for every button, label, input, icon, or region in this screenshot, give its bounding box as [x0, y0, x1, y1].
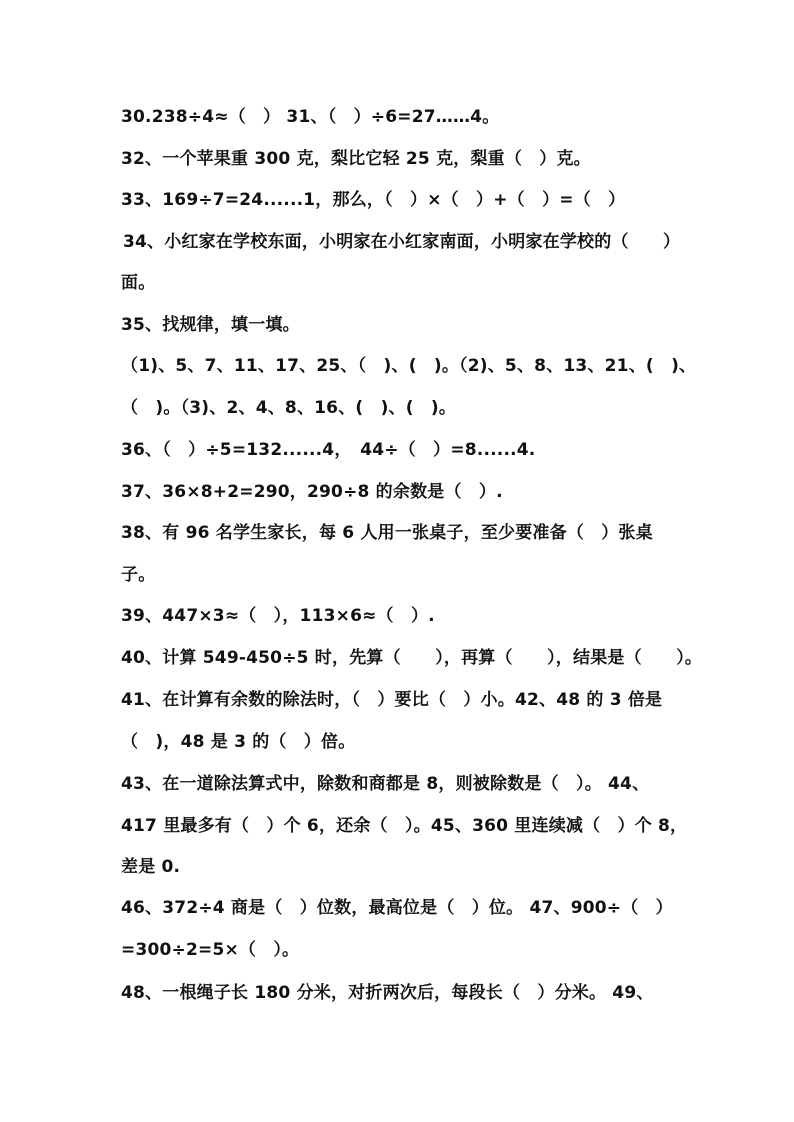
question-42-cont: （ )，48 是 3 的（ ）倍。 — [121, 732, 356, 752]
question-46-47: 46、372÷4 商是（ ）位数，最高位是（ ）位。 47、900÷（ ） — [121, 898, 673, 918]
question-36: 36、（ ）÷5=132......4， 44÷（ ）=8......4. — [121, 440, 536, 460]
question-38-cont: 子。 — [121, 565, 156, 585]
question-35: 35、找规律，填一填。 — [121, 315, 300, 335]
question-47-cont: =300÷2=5×（ ）。 — [121, 940, 300, 960]
question-37: 37、36×8+2=290，290÷8 的余数是（ ）. — [121, 482, 503, 502]
question-48-49: 48、一根绳子长 180 分米，对折两次后，每段长（ ）分米。 49、 — [121, 983, 654, 1003]
question-35-part2: （ )。（3)、2、4、8、16、( )、( )。 — [121, 398, 457, 418]
question-38: 38、有 96 名学生家长，每 6 人用一张桌子，至少要准备（ ）张桌 — [121, 523, 653, 543]
question-45-cont: 差是 0. — [121, 857, 181, 877]
question-44-45: 417 里最多有（ ）个 6，还余（ ）。45、360 里连续减（ ）个 8， — [121, 816, 688, 836]
question-43-44: 43、在一道除法算式中，除数和商都是 8，则被除数是（ ）。 44、 — [121, 774, 650, 794]
question-34-cont: 面。 — [121, 273, 156, 293]
question-34: 34、小红家在学校东面，小明家在小红家南面，小明家在学校的（ ） — [123, 232, 681, 252]
question-33: 33、169÷7=24......1，那么，（ ）×（ ）+（ ）=（ ） — [121, 190, 626, 210]
question-39: 39、447×3≈（ ），113×6≈（ ）. — [121, 606, 435, 626]
question-40: 40、计算 549-450÷5 时，先算（ ），再算（ ），结果是（ ）。 — [121, 648, 703, 668]
question-41-42: 41、在计算有余数的除法时，（ ）要比（ ）小。42、48 的 3 倍是 — [121, 690, 663, 710]
question-35-part1: （1)、5、7、11、17、25、（ )、( )。（2)、5、8、13、21、( )、 — [121, 356, 697, 376]
question-30-31: 30.238÷4≈（ ） 31、（ ）÷6=27……4。 — [121, 107, 500, 127]
question-32: 32、一个苹果重 300 克，梨比它轻 25 克，梨重（ ）克。 — [121, 149, 591, 169]
